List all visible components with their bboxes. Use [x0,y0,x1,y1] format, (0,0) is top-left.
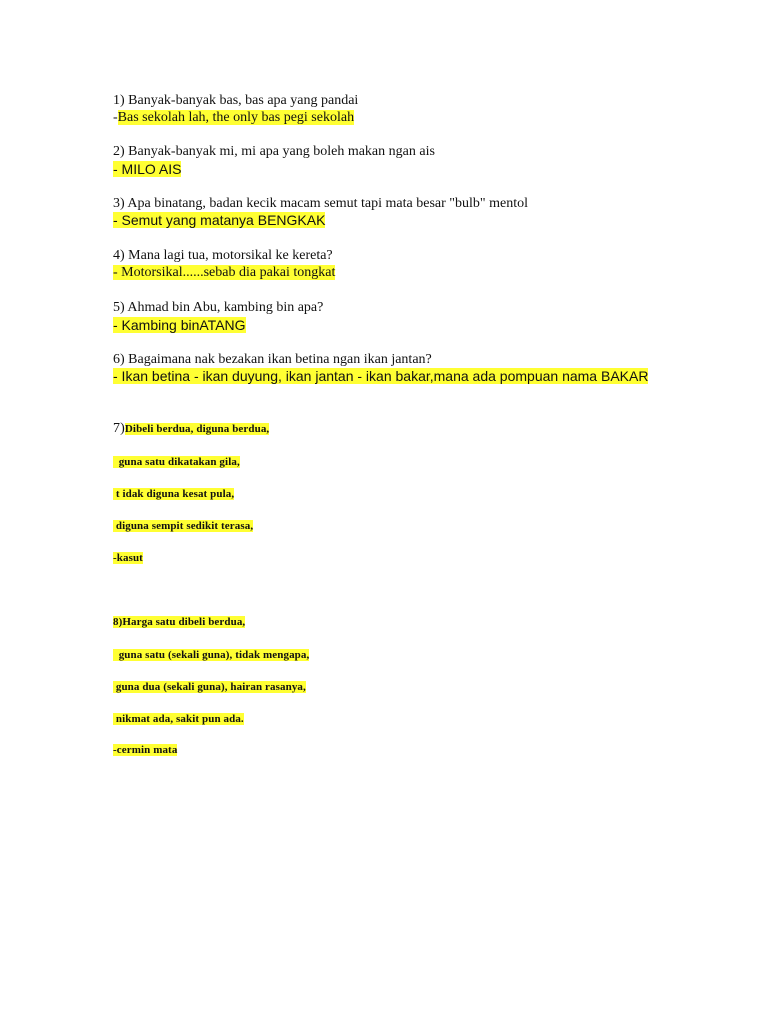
riddle-1-answer-text: Bas sekolah lah, the only bas pegi sekolah [117,110,355,125]
poem-7-line-1 [113,422,269,436]
poem-7-answer-text: -kasut [113,552,143,564]
poem-7-line-2-text: guna satu dikatakan gila, [113,456,240,468]
riddle-2-question: 2) Banyak-banyak mi, mi apa yang boleh makan ngan ais [113,144,435,159]
poem-8-line-2-text: guna satu (sekali guna), tidak mengapa, [113,649,310,661]
poem-7-line-4-text: diguna sempit sedikit terasa, [113,520,254,532]
riddle-1-question: 1) Banyak-banyak bas, bas apa yang pandai [113,93,359,108]
riddle-5-question: 5) Ahmad bin Abu, kambing bin apa? [113,300,324,315]
riddle-3-answer-text: - Semut yang matanya BENGKAK [113,212,326,228]
poem-8-line-3 [113,680,306,694]
poem-7-line-3 [113,487,234,501]
riddle-6-answer-text: - Ikan betina - ikan duyung, ikan jantan - ikan bakar,mana ada pompuan nama BAKAR [113,368,649,384]
poem-8-answer-text: -cermin mata [113,744,178,756]
riddle-4-question: 4) Mana lagi tua, motorsikal ke kereta? [113,248,333,263]
riddle-4-answer [113,264,335,281]
riddle-4-answer-text: - Motorsikal......sebab dia pakai tongkat [113,265,336,280]
riddle-2-answer-text: - MILO AIS [113,161,182,177]
riddle-5-answer-text: - Kambing binATANG [113,317,246,333]
riddle-2-answer [113,161,181,179]
poem-8-line-2 [113,648,309,662]
poem-7-line-2 [113,455,240,469]
poem-7-line-1-text: Dibeli berdua, diguna berdua, [124,423,270,435]
poem-8-line-1 [113,615,245,629]
riddle-6-question: 6) Bagaimana nak bezakan ikan betina ngan ikan jantan? [113,352,432,367]
riddle-3-question: 3) Apa binatang, badan kecik macam semut tapi mata besar "bulb" mentol [113,196,528,211]
poem-7-line-4 [113,519,253,533]
poem-8-line-1-text: 8)Harga satu dibeli berdua, [113,616,246,628]
riddle-5-answer [113,317,246,335]
poem-7-number: 7) [113,421,125,436]
riddle-1-answer [113,109,354,126]
poem-8-line-4-text: nikmat ada, sakit pun ada. [113,713,244,725]
poem-7-answer [113,551,143,565]
poem-8-line-3-text: guna dua (sekali guna), hairan rasanya, [113,681,306,693]
poem-8-line-4 [113,712,244,726]
riddle-3-answer [113,212,325,230]
poem-8-answer [113,743,177,757]
poem-7-line-3-text: t idak diguna kesat pula, [113,488,235,500]
riddle-1-answer-dash: - [113,110,118,125]
riddle-6-answer [113,368,648,386]
